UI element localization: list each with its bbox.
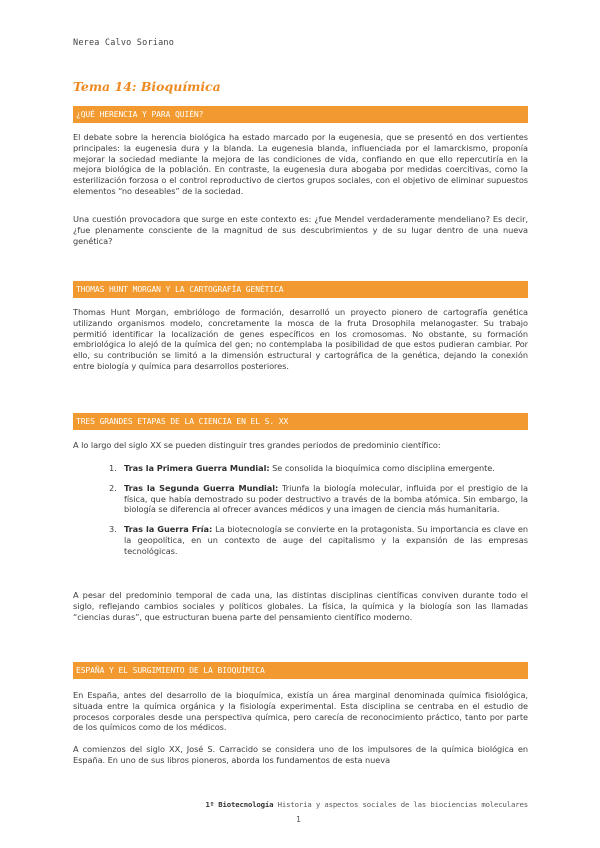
stages-list [73, 463, 528, 566]
author-name: Nerea Calvo Soriano [73, 38, 175, 48]
list-item-title: Tras la Primera Guerra Mundial: [124, 463, 270, 473]
paragraph: Thomas Hunt Morgan, embriólogo de formación, desarrolló un proyecto pionero de cartografía genética utilizando organismos modelo, concretamente la mosca de la fruta Drosophila melanogaster. Su trabajo permitió identificar la localización de genes específicos en los cromosomas. No obstante, su formación embriológica lo alejó de la química del gen; no contemplaba la posibilidad de que estos pudieran cambiar. Por ello, su contribución se limitó a la dimensión estructural y cartográfica de la genética, dejando la conexión entre biología y química para desarrollos posteriores. [73, 307, 528, 371]
list-item [73, 483, 528, 515]
paragraph: En España, antes del desarrollo de la bioquímica, existía un área marginal denominada química fisiológica, situada entre la química orgánica y la fisiología experimental. Esta disciplina se centraba en el estudio de procesos corporales desde una perspectiva química, pero carecía de reconocimiento práctico, tanto por parte de los químicos como de los médicos. [73, 690, 528, 733]
page-title: Tema 14: Bioquímica [73, 79, 221, 94]
paragraph: El debate sobre la herencia biológica ha estado marcado por la eugenesia, que se presentó en dos vertientes principales: la eugenesia dura y la blanda. La eugenesia blanda, influenciada por el lamarckismo, proponía mejorar la sociedad mediante la mejora de las condiciones de vida, confiando en que ello repercutiría en la mejora biológica de la población. En contraste, la eugenesia dura abogaba por medidas coercitivas, como la esterilización forzosa o el control reproductivo de ciertos grupos sociales, con el objetivo de eliminar supuestos elementos “no deseables” de la sociedad. [73, 132, 528, 196]
list-number: 1. [109, 463, 117, 473]
section-heading-etapas: TRES GRANDES ETAPAS DE LA CIENCIA EN EL S. XX [73, 413, 528, 430]
list-item-title: Tras la Segunda Guerra Mundial: [124, 482, 279, 493]
paragraph: A pesar del predominio temporal de cada una, las distintas disciplinas científicas conviven durante todo el siglo, reflejando cambios sociales y políticos globales. La física, la química y la biología son las llamadas “ciencias duras”, que estructuran buena parte del pensamiento científico moderno. [73, 590, 528, 622]
paragraph: Una cuestión provocadora que surge en este contexto es: ¿fue Mendel verdaderamente mendeliano? Es decir, ¿fue plenamente consciente de la magnitud de sus descubrimientos y de su lugar dentro de una nueva genética? [73, 214, 528, 246]
paragraph: A comienzos del siglo XX, José S. Carracido se considera uno de los impulsores de la química biológica en España. En uno de sus libros pioneros, aborda los fundamentos de esta nueva [73, 744, 528, 765]
list-item-text: Triunfa la biología molecular, influida por el prestigio de la física, que había demostrado su poder destructivo a través de la bomba atómica. Sin embargo, la biología se diferencia al ofrecer avances médicos y una imagen de ciencia más humanitaria. [124, 482, 528, 515]
list-item-text: La biotecnología se convierte en la protagonista. Su importancia es clave en la geopolítica, en un contexto de auge del capitalismo y la expansión de las empresas tecnológicas. [124, 524, 529, 556]
page-number: 1 [296, 815, 301, 824]
section-heading-herencia: ¿QUÉ HERENCIA Y PARA QUIÉN? [73, 106, 528, 123]
list-number: 3. [109, 524, 117, 535]
footer-course: 1º Biotecnología [205, 800, 274, 809]
paragraph: A lo largo del siglo XX se pueden distinguir tres grandes periodos de predominio científico: [73, 440, 441, 450]
footer-subject: Historia y aspectos sociales de las biociencias moleculares [277, 800, 528, 809]
list-item [73, 463, 528, 474]
page-footer [206, 800, 528, 809]
section-heading-morgan: THOMAS HUNT MORGAN Y LA CARTOGRAFÍA GENÉTICA [73, 281, 528, 298]
list-item-text: Se consolida la bioquímica como disciplina emergente. [269, 463, 495, 473]
section-heading-espana: ESPAÑA Y EL SURGIMIENTO DE LA BIOQUÍMICA [73, 662, 528, 679]
list-number: 2. [109, 482, 117, 493]
list-item-title: Tras la Guerra Fría: [124, 524, 213, 535]
list-item [73, 524, 528, 556]
